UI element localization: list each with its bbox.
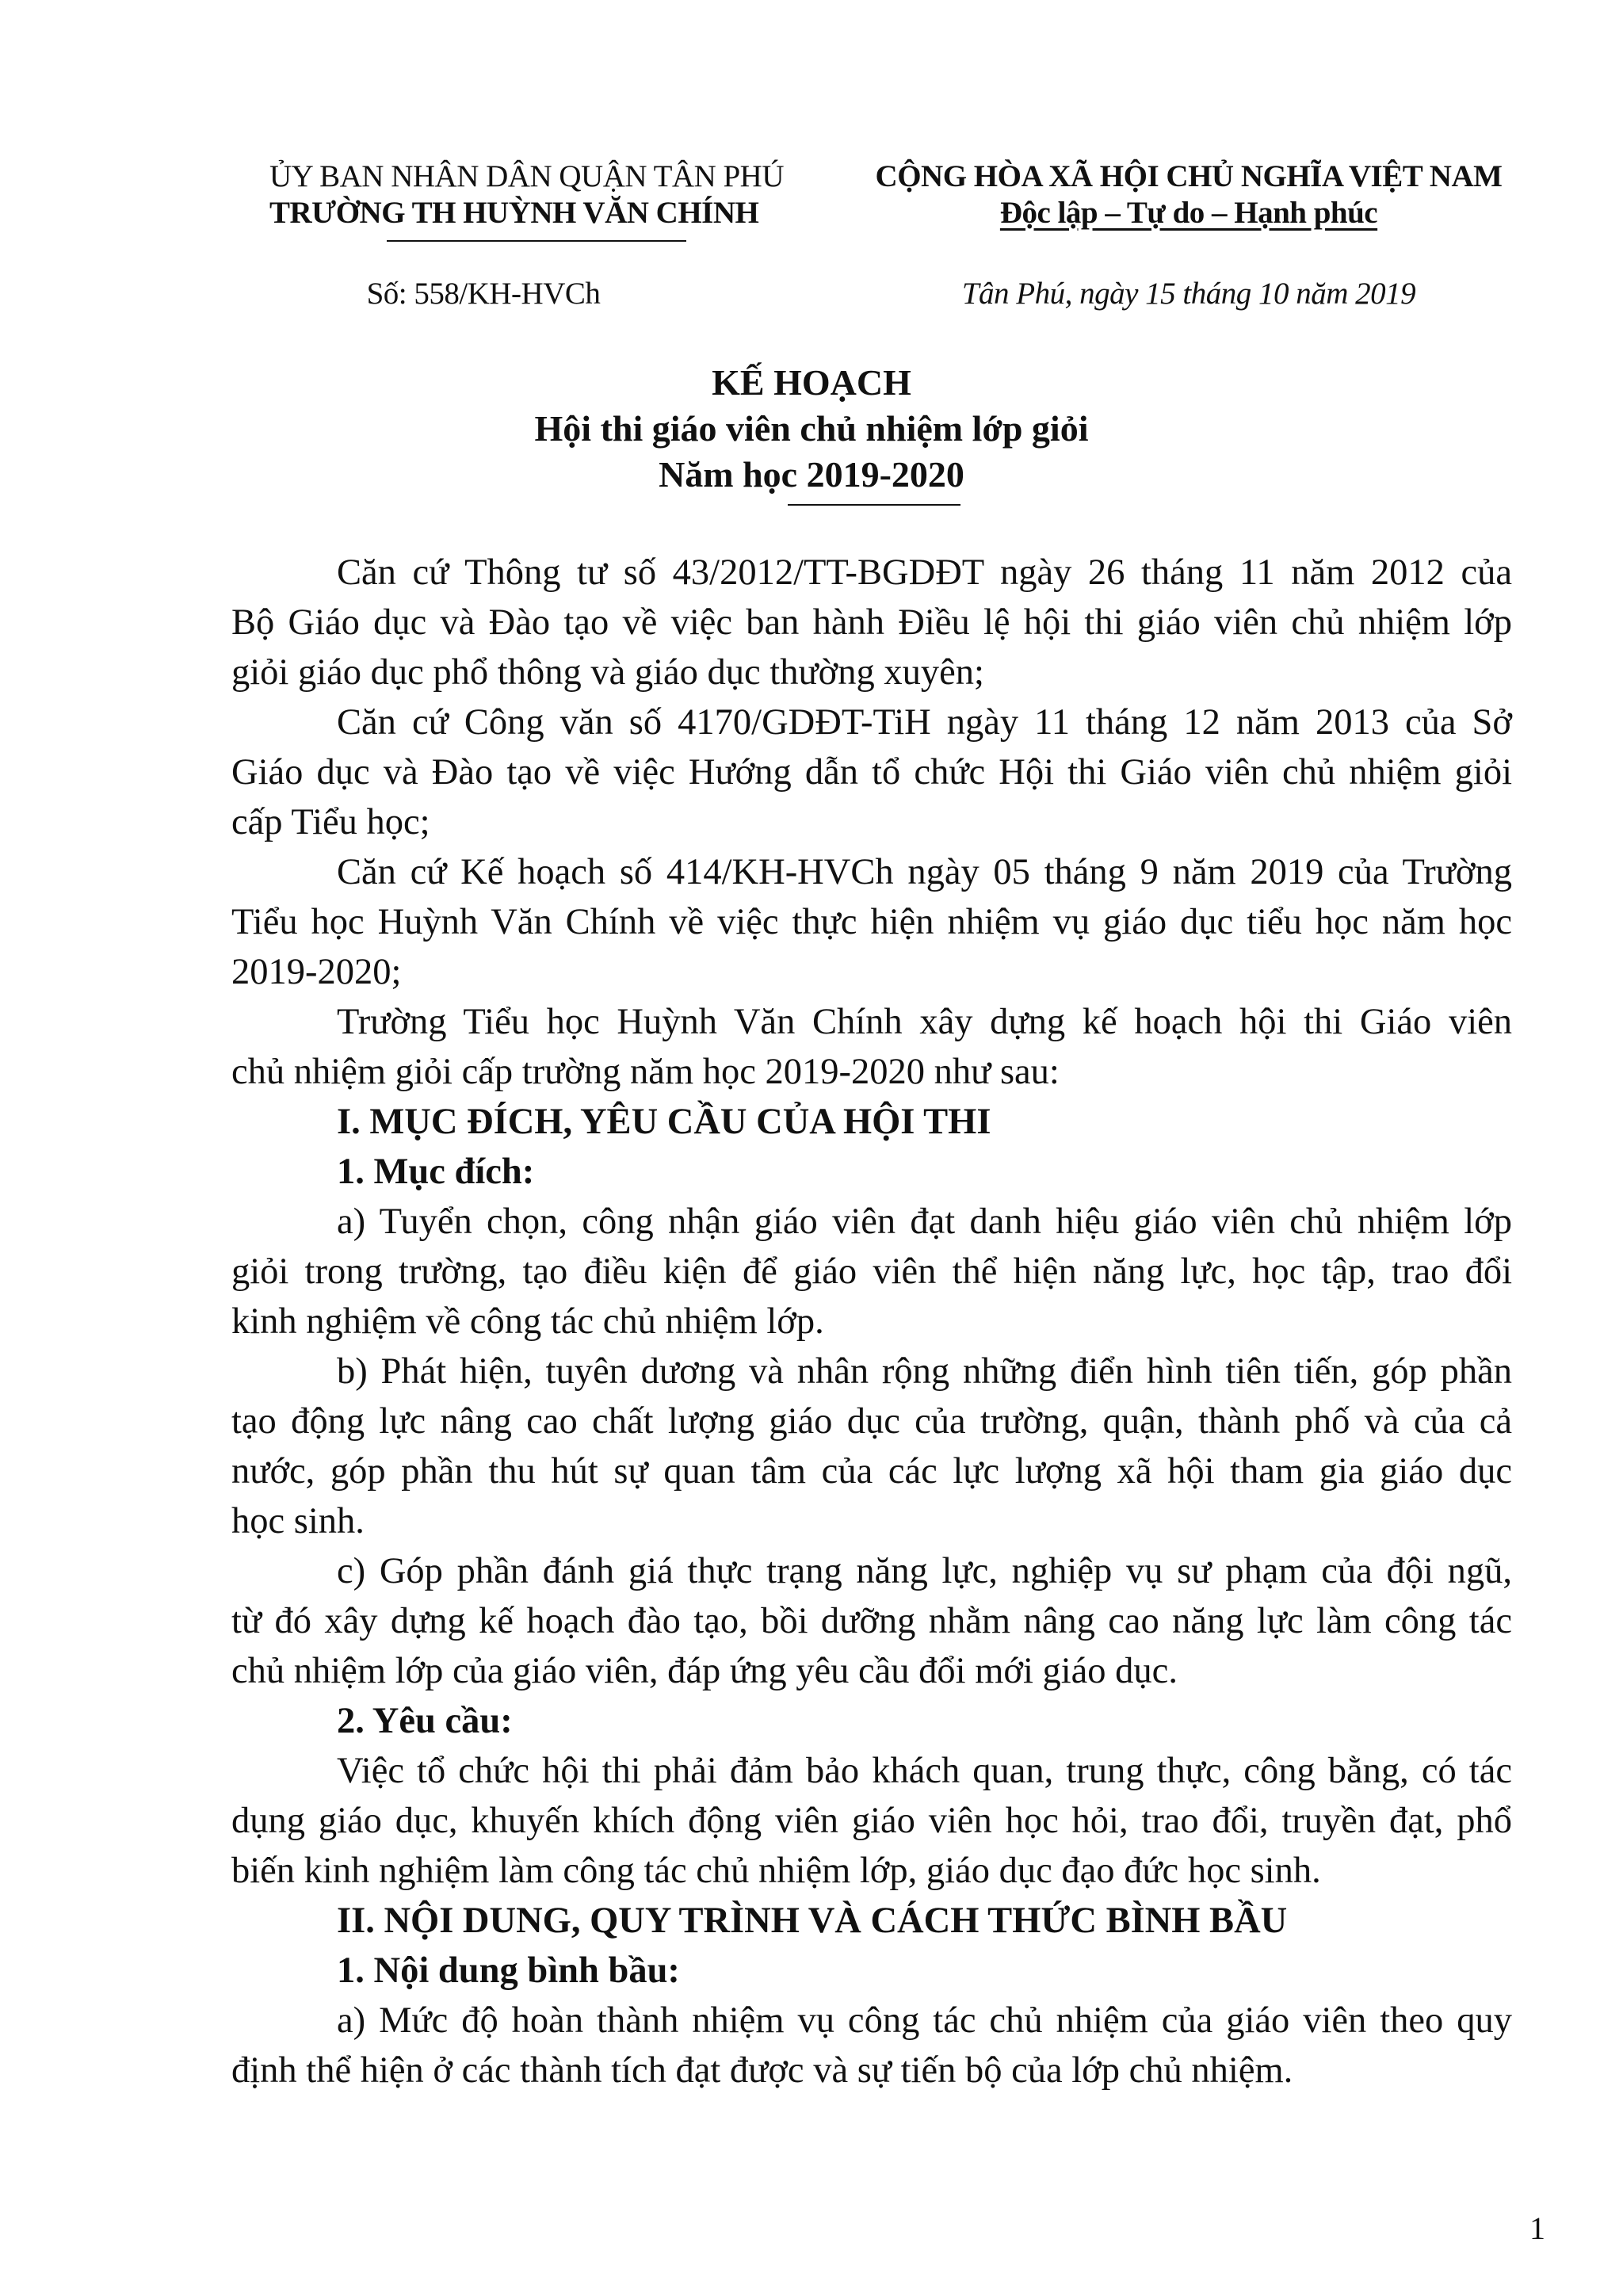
- header-country: CỘNG HÒA XÃ HỘI CHỦ NGHĨA VIỆT NAM: [875, 159, 1503, 193]
- body-line: giỏi trong trường, tạo điều kiện để giáo viên thể hiện năng lực, học tập, trao đổi: [231, 1251, 1512, 1292]
- header-school-underline: [387, 240, 686, 242]
- body-line: b) Phát hiện, tuyên dương và nhân rộng những điển hình tiên tiến, góp phần: [337, 1351, 1512, 1392]
- body-line: dụng giáo dục, khuyến khích động viên giáo viên học hỏi, trao đổi, truyền đạt, phổ: [231, 1801, 1512, 1841]
- section-heading: I. MỤC ĐÍCH, YÊU CẦU CỦA HỘI THI: [337, 1102, 991, 1142]
- body-line: c) Góp phần đánh giá thực trạng năng lực, nghiệp vụ sư phạm của đội ngũ,: [337, 1551, 1512, 1591]
- body-line: định thể hiện ở các thành tích đạt được và sự tiến bộ của lớp chủ nhiệm.: [231, 2050, 1293, 2091]
- body-line: Giáo dục và Đào tạo về việc Hướng dẫn tổ chức Hội thi Giáo viên chủ nhiệm giỏi: [231, 752, 1512, 793]
- body-line: 2019-2020;: [231, 952, 402, 992]
- header-motto: Độc lập – Tự do – Hạnh phúc: [999, 196, 1378, 230]
- body-line: kinh nghiệm về công tác chủ nhiệm lớp.: [231, 1301, 824, 1342]
- body-line: a) Mức độ hoàn thành nhiệm vụ công tác chủ nhiệm của giáo viên theo quy: [337, 2000, 1512, 2041]
- header-agency: ỦY BAN NHÂN DÂN QUẬN TÂN PHÚ: [269, 159, 784, 193]
- body-line: Căn cứ Công văn số 4170/GDĐT-TiH ngày 11 tháng 12 năm 2013 của Sở: [337, 702, 1512, 743]
- document-subtitle: Hội thi giáo viên chủ nhiệm lớp giỏi: [534, 408, 1089, 449]
- section-heading: II. NỘI DUNG, QUY TRÌNH VÀ CÁCH THỨC BÌNH BẦU: [337, 1901, 1288, 1941]
- document-number: Số: 558/KH-HVCh: [366, 277, 601, 311]
- body-line: tạo động lực nâng cao chất lượng giáo dục của trường, quận, thành phố và của cả: [231, 1401, 1512, 1442]
- body-line: biến kinh nghiệm làm công tác chủ nhiệm lớp, giáo dục đạo đức học sinh.: [231, 1851, 1321, 1891]
- subsection-heading: 1. Nội dung bình bầu:: [337, 1950, 680, 1991]
- body-line: học sinh.: [231, 1501, 365, 1541]
- body-line: Việc tổ chức hội thi phải đảm bảo khách quan, trung thực, công bằng, có tác: [337, 1751, 1512, 1791]
- body-line: Bộ Giáo dục và Đào tạo về việc ban hành Điều lệ hội thi giáo viên chủ nhiệm lớp: [231, 602, 1512, 643]
- body-line: a) Tuyển chọn, công nhận giáo viên đạt danh hiệu giáo viên chủ nhiệm lớp: [337, 1201, 1512, 1242]
- document-title: KẾ HOẠCH: [712, 362, 911, 403]
- body-line: chủ nhiệm lớp của giáo viên, đáp ứng yêu cầu đổi mới giáo dục.: [231, 1651, 1178, 1691]
- body-line: nước, góp phần thu hút sự quan tâm của các lực lượng xã hội tham gia giáo dục: [231, 1451, 1512, 1492]
- place-and-date: Tân Phú, ngày 15 tháng 10 năm 2019: [961, 277, 1416, 311]
- subsection-heading: 1. Mục đích:: [337, 1152, 535, 1192]
- body-line: từ đó xây dựng kế hoạch đào tạo, bồi dưỡng nhằm nâng cao năng lực làm công tác: [231, 1601, 1512, 1641]
- body-line: Căn cứ Kế hoạch số 414/KH-HVCh ngày 05 tháng 9 năm 2019 của Trường: [337, 852, 1512, 892]
- body-line: Trường Tiểu học Huỳnh Văn Chính xây dựng kế hoạch hội thi Giáo viên: [337, 1002, 1512, 1042]
- school-year: Năm học 2019-2020: [659, 454, 964, 495]
- page-number: 1: [1529, 2210, 1545, 2246]
- body-line: Tiểu học Huỳnh Văn Chính về việc thực hiện nhiệm vụ giáo dục tiểu học năm học: [231, 902, 1512, 942]
- body-line: cấp Tiểu học;: [231, 802, 430, 842]
- body-line: Căn cứ Thông tư số 43/2012/TT-BGDĐT ngày 26 tháng 11 năm 2012 của: [337, 552, 1512, 593]
- body-line: chủ nhiệm giỏi cấp trường năm học 2019-2020 như sau:: [231, 1052, 1060, 1092]
- subsection-heading: 2. Yêu cầu:: [337, 1701, 513, 1741]
- title-underline: [788, 504, 960, 506]
- header-school: TRƯỜNG TH HUỲNH VĂN CHÍNH: [269, 196, 759, 230]
- body-line: giỏi giáo dục phổ thông và giáo dục thường xuyên;: [231, 652, 984, 693]
